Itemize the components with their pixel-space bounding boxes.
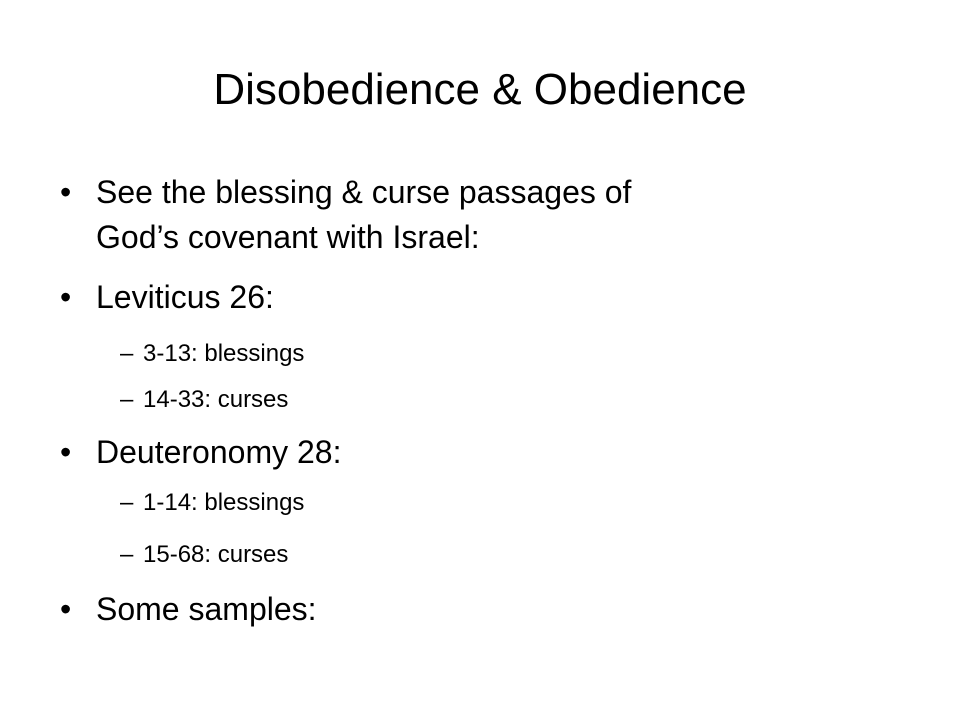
bullet-text-line: See the blessing & curse passages of [96,174,632,210]
dash-marker: – [120,340,134,367]
sub-item-text: 15-68: curses [143,541,289,568]
sub-item-text: 14-33: curses [143,386,289,413]
sub-item-text: 3-13: blessings [143,340,305,367]
bullet-text: Leviticus 26: [96,279,274,315]
bullet-text: Some samples: [96,591,317,627]
bullet-marker: • [60,279,72,315]
bullet-marker: • [60,591,72,627]
sub-item-text: 1-14: blessings [143,489,305,516]
bullet-marker: • [60,434,72,470]
slide-title: Disobedience & Obedience [213,65,747,114]
dash-marker: – [120,386,134,413]
bullet-text: Deuteronomy 28: [96,434,342,470]
dash-marker: – [120,541,134,568]
bullet-marker: • [60,174,72,210]
bullet-text-line: God’s covenant with Israel: [96,219,480,255]
dash-marker: – [120,489,134,516]
